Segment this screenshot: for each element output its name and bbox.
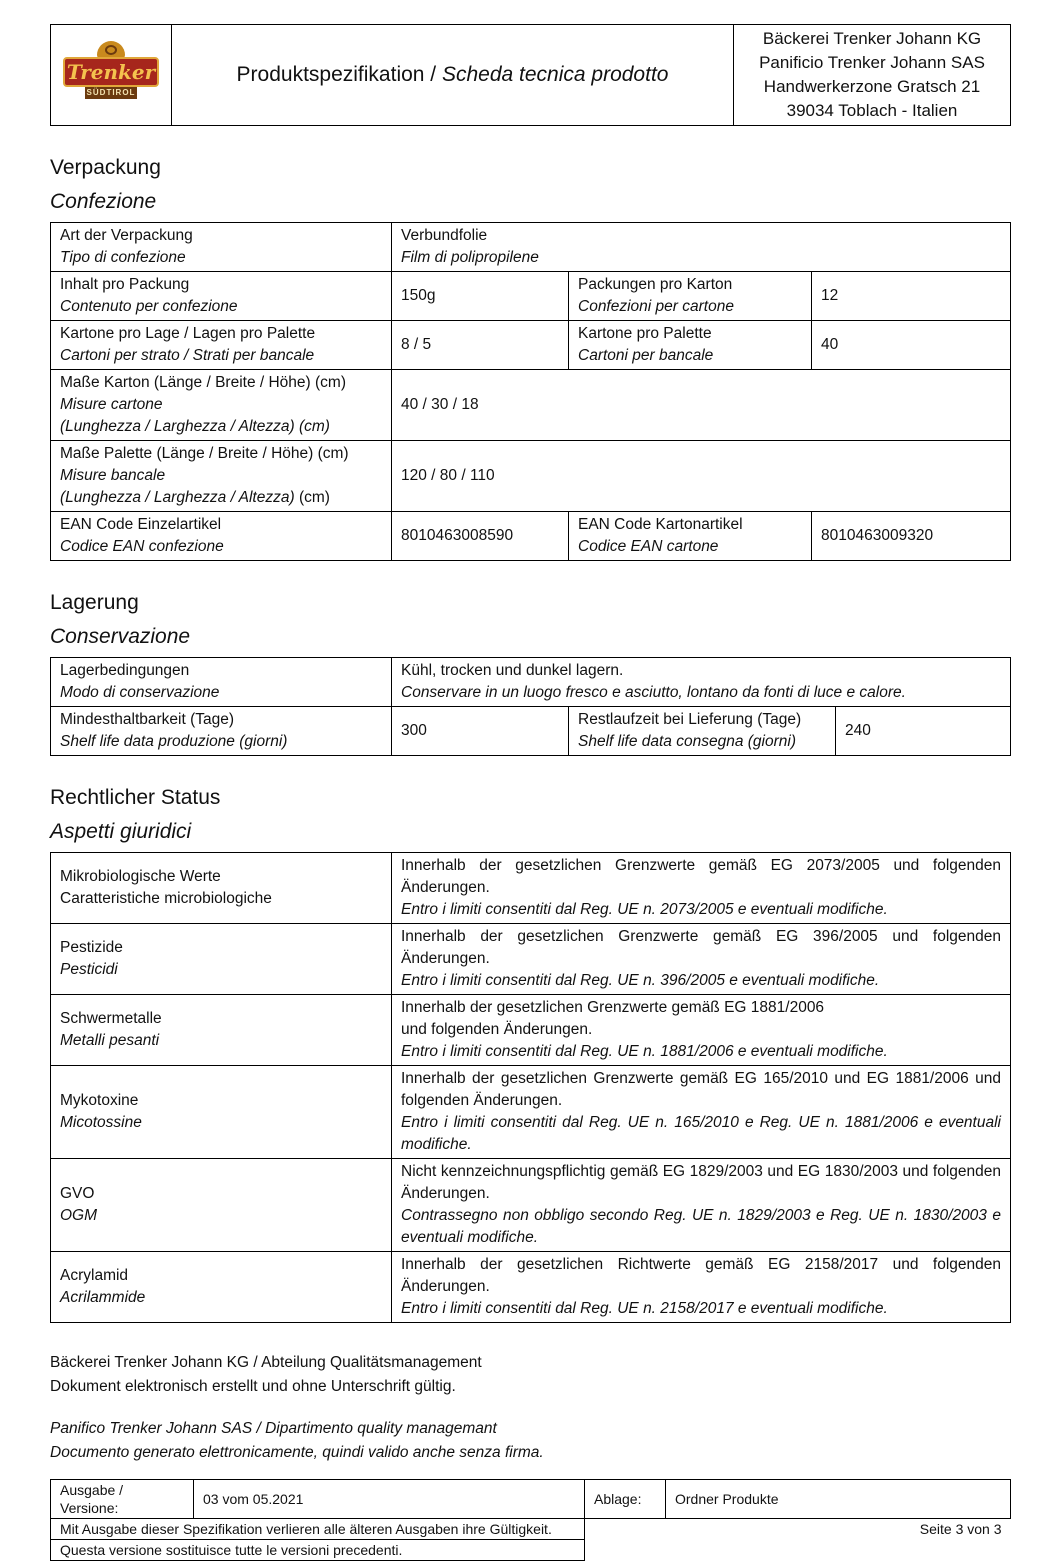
label-cell: Mykotoxine Micotossine	[51, 1066, 392, 1159]
label-cell: Packungen pro Karton Confezioni per cartone	[569, 272, 812, 321]
header-table	[50, 24, 1011, 126]
company-address	[734, 25, 1011, 126]
label-cell: Lagerbedingungen Modo di conservazione	[51, 658, 392, 707]
value-cell: 300	[392, 707, 569, 756]
logo-wordmark: Trenker	[63, 57, 159, 87]
value-cell: Innerhalb der gesetzlichen Grenzwerte gemäß EG 2073/2005 und folgenden Änderungen. Entro i limiti consentiti dal Reg. UE n. 2073/2005 e eventuali modifiche.	[392, 853, 1011, 924]
label-cell: EAN Code Kartonartikel Codice EAN cartone	[569, 512, 812, 561]
value-cell: 120 / 80 / 110	[392, 441, 1011, 512]
logo-cell	[51, 25, 172, 126]
table-row	[51, 1066, 1011, 1159]
label-cell: Maße Karton (Länge / Breite / Höhe) (cm) Misure cartone (Lunghezza / Larghezza / Altezza) (cm)	[51, 370, 392, 441]
footer-line: Bäckerei Trenker Johann KG / Abteilung Qualitätsmanagement	[50, 1354, 482, 1371]
footer-it	[50, 1417, 1011, 1465]
value-cell: Nicht kennzeichnungspflichtig gemäß EG 1829/2003 und EG 1830/2003 und folgenden Änderungen. Contrassegno non obbligo secondo Reg. UE n. 1829/2003 e Reg. UE n. 1830/2003 e eventuali modifiche.	[392, 1159, 1011, 1252]
table-row	[51, 853, 1011, 924]
value-cell: 8010463009320	[812, 512, 1011, 561]
value-cell: 40 / 30 / 18	[392, 370, 1011, 441]
value-cell: 240	[836, 707, 1011, 756]
table-row	[51, 441, 1011, 512]
address-line: Panificio Trenker Johann SAS	[759, 53, 985, 72]
address-line: 39034 Toblach - Italien	[786, 101, 958, 120]
value-cell: Innerhalb der gesetzlichen Grenzwerte gemäß EG 396/2005 und folgenden Änderungen. Entro i limiti consentiti dal Reg. UE n. 396/2005 e eventuali modifiche.	[392, 924, 1011, 995]
packaging-table	[50, 222, 1011, 561]
table-row	[51, 1252, 1011, 1323]
trenker-logo	[63, 41, 159, 103]
section-heading-legal: Rechtlicher Status	[50, 786, 221, 809]
table-row	[51, 1159, 1011, 1252]
label-cell: EAN Code Einzelartikel Codice EAN confezione	[51, 512, 392, 561]
table-row	[51, 370, 1011, 441]
value-cell: 12	[812, 272, 1011, 321]
table-row	[51, 658, 1011, 707]
address-line: Handwerkerzone Gratsch 21	[763, 77, 981, 96]
value-cell: Verbundfolie Film di polipropilene	[392, 223, 1011, 272]
table-row	[51, 924, 1011, 995]
label-cell: Mindesthaltbarkeit (Tage) Shelf life data produzione (giorni)	[51, 707, 392, 756]
section-heading-packaging-it: Confezione	[50, 190, 157, 213]
label-cell: Inhalt pro Packung Contenuto per confezione	[51, 272, 392, 321]
table-row	[51, 512, 1011, 561]
label-cell: GVO OGM	[51, 1159, 392, 1252]
table-row	[51, 272, 1011, 321]
section-heading-storage-it: Conservazione	[50, 625, 191, 648]
table-row	[51, 707, 1011, 756]
label-cell: Kartone pro Lage / Lagen pro Palette Cartoni per strato / Strati per bancale	[51, 321, 392, 370]
title-de: Produktspezifikation /	[236, 63, 442, 86]
version-table	[50, 1479, 1011, 1561]
value-cell: Kühl, trocken und dunkel lagern. Conservare in un luogo fresco e asciutto, lontano da fonti di luce e calore.	[392, 658, 1011, 707]
footer-line: Dokument elektronisch erstellt und ohne Unterschrift gültig.	[50, 1378, 456, 1395]
label-cell: Kartone pro Palette Cartoni per bancale	[569, 321, 812, 370]
footer-de	[50, 1351, 1011, 1399]
version-value: 03 vom 05.2021	[194, 1480, 585, 1519]
label-cell: Schwermetalle Metalli pesanti	[51, 995, 392, 1066]
storage-table	[50, 657, 1011, 756]
ablage-label: Ablage:	[585, 1480, 666, 1519]
value-cell: Innerhalb der gesetzlichen Grenzwerte gemäß EG 1881/2006 und folgenden Änderungen. Entro i limiti consentiti dal Reg. UE n. 1881/2006 e eventuali modifiche.	[392, 995, 1011, 1066]
empty-cell	[585, 1540, 1011, 1561]
label-cell: Pestizide Pesticidi	[51, 924, 392, 995]
label-cell: Art der Verpackung Tipo di confezione	[51, 223, 392, 272]
label-cell: Restlaufzeit bei Lieferung (Tage) Shelf life data consegna (giorni)	[569, 707, 836, 756]
value-cell: 40	[812, 321, 1011, 370]
document-title	[172, 25, 734, 126]
table-row	[51, 321, 1011, 370]
footer-line: Panifico Trenker Johann SAS / Dipartimento quality managemant	[50, 1420, 497, 1437]
logo-subtitle: SÜDTIROL	[86, 87, 136, 97]
address-line: Bäckerei Trenker Johann KG	[762, 29, 982, 48]
section-heading-packaging: Verpackung	[50, 156, 161, 179]
value-cell: 150g	[392, 272, 569, 321]
value-cell: Innerhalb der gesetzlichen Richtwerte gemäß EG 2158/2017 und folgenden Änderungen. Entro i limiti consentiti dal Reg. UE n. 2158/2017 e eventuali modifiche.	[392, 1252, 1011, 1323]
label-cell: Maße Palette (Länge / Breite / Höhe) (cm) Misure bancale (Lunghezza / Larghezza / Altezza) (cm)	[51, 441, 392, 512]
value-cell: Innerhalb der gesetzlichen Grenzwerte gemäß EG 165/2010 und EG 1881/2006 und folgenden Änderungen. Entro i limiti consentiti dal Reg. UE n. 165/2010 e Reg. UE n. 1881/2006 e eventuali modifiche.	[392, 1066, 1011, 1159]
legal-table	[50, 852, 1011, 1323]
value-cell: 8010463008590	[392, 512, 569, 561]
version-label: Ausgabe / Versione:	[51, 1480, 194, 1519]
table-row	[51, 995, 1011, 1066]
page-number: Seite 3 von 3	[919, 1521, 1002, 1538]
crest-icon	[97, 41, 125, 59]
value-cell: 8 / 5	[392, 321, 569, 370]
document-page	[50, 24, 1011, 1561]
section-heading-storage: Lagerung	[50, 591, 139, 614]
footer-line: Documento generato elettronicamente, quindi valido anche senza firma.	[50, 1444, 544, 1461]
notice-it: Questa versione sostituisce tutte le versioni precedenti.	[51, 1540, 585, 1561]
section-heading-legal-it: Aspetti giuridici	[50, 820, 192, 843]
title-it: Scheda tecnica prodotto	[441, 63, 669, 86]
label-cell: Acrylamid Acrilammide	[51, 1252, 392, 1323]
notice-de: Mit Ausgabe dieser Spezifikation verlieren alle älteren Ausgaben ihre Gültigkeit.	[51, 1519, 585, 1540]
ablage-value: Ordner Produkte	[666, 1480, 1011, 1519]
label-cell: Mikrobiologische Werte Caratteristiche microbiologiche	[51, 853, 392, 924]
table-row	[51, 223, 1011, 272]
